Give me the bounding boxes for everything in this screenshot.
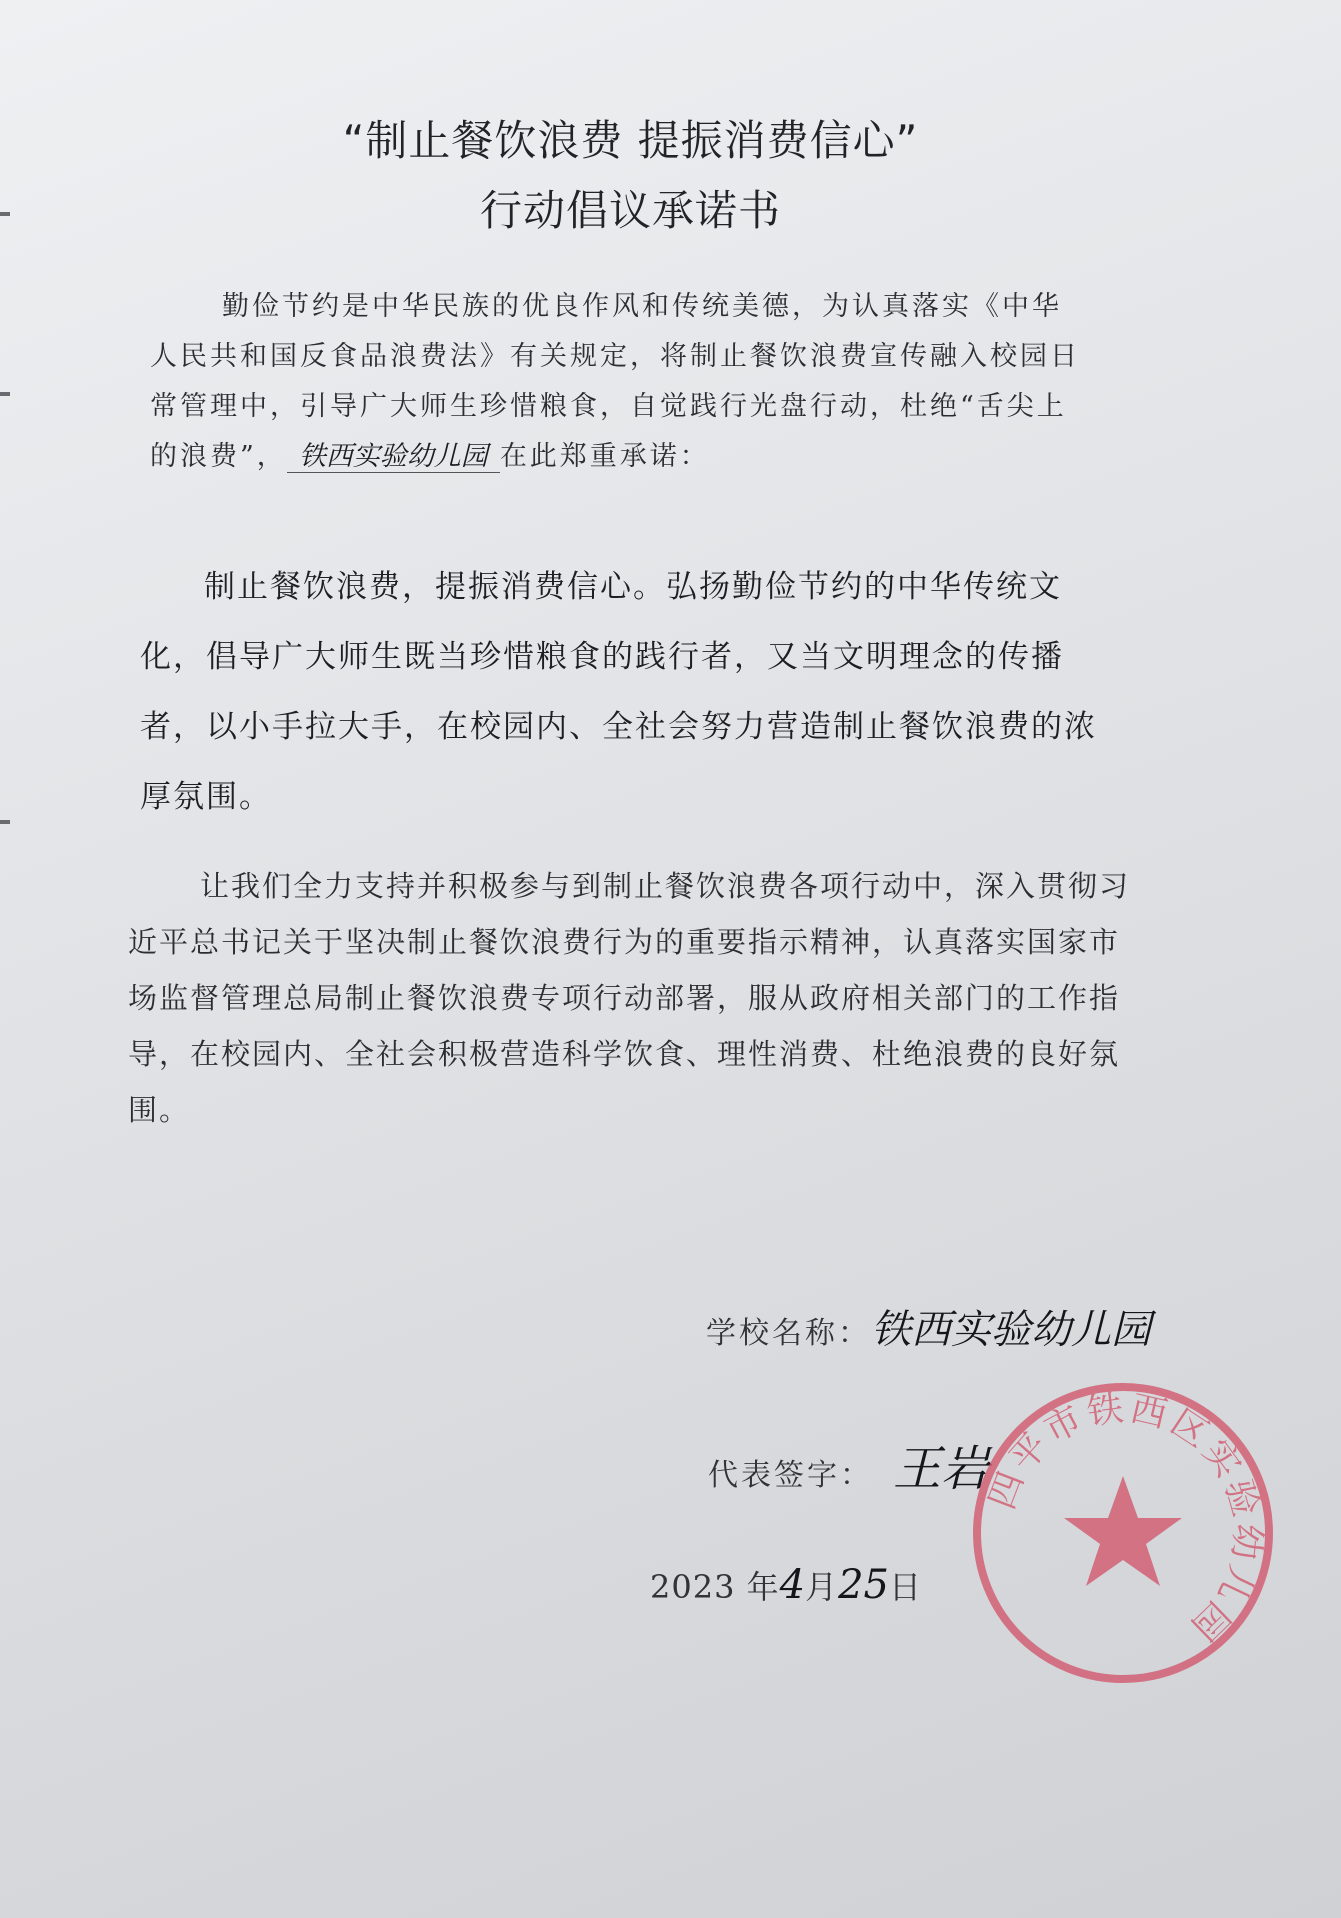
date-day-handwritten: 25 — [838, 1562, 889, 1608]
signature-label: 代表签字： — [708, 1458, 873, 1493]
school-name-row — [706, 1298, 1151, 1355]
document-title-line2: 行动倡议承诺书 — [479, 186, 781, 235]
paper-edge-mark — [0, 392, 10, 396]
date-month-unit: 月 — [805, 1568, 839, 1606]
school-name-label: 学校名称： — [706, 1316, 871, 1351]
seal-text: 四平市铁西区实验幼儿园 — [981, 1387, 1269, 1651]
school-name-handwritten: 铁西实验幼儿园 — [871, 1307, 1151, 1353]
date-year-unit: 年 — [746, 1568, 780, 1606]
date-day-unit: 日 — [889, 1568, 923, 1606]
intro-text-end: 在此郑重承诺： — [499, 441, 710, 472]
intro-paragraph — [150, 282, 1090, 482]
paper-edge-mark — [0, 820, 10, 824]
date-row — [650, 1562, 922, 1608]
handwritten-school-name: 铁西实验幼儿园 — [287, 441, 500, 473]
star-icon — [1064, 1476, 1182, 1586]
call-to-action-paragraph: 让我们全力支持并积极参与到制止餐饮浪费各项行动中，深入贯彻习近平总书记关于坚决制止餐饮浪费行为的重要指示精神，认真落实国家市场监督管理总局制止餐饮浪费专项行动部署，服从政府相关部门的工作指导，在校园内、全社会积极营造科学饮食、理性消费、杜绝浪费的良好氛围。 — [128, 869, 1131, 1127]
date-year: 2023 — [650, 1568, 736, 1606]
pledge-paragraph: 制止餐饮浪费，提振消费信心。弘扬勤俭节约的中华传统文化，倡导广大师生既当珍惜粮食的践行者，又当文明理念的传播者，以小手拉大手，在校园内、全社会努力营造制止餐饮浪费的浓厚氛围。 — [140, 569, 1097, 815]
handwritten-signature: 王岩 — [893, 1441, 990, 1497]
official-seal — [968, 1378, 1278, 1688]
document-title-line1: “制止餐饮浪费 提振消费信心” — [342, 116, 919, 165]
representative-signature-row — [708, 1430, 989, 1499]
intro-text: 勤俭节约是中华民族的优良作风和传统美德，为认真落实《中华人民共和国反食品浪费法》有关规定，将制止餐饮浪费宣传融入校园日常管理中，引导广大师生珍惜粮食，自觉践行光盘行动，杜绝“舌尖上的浪费”， — [150, 291, 1080, 472]
date-month-handwritten: 4 — [779, 1562, 806, 1608]
